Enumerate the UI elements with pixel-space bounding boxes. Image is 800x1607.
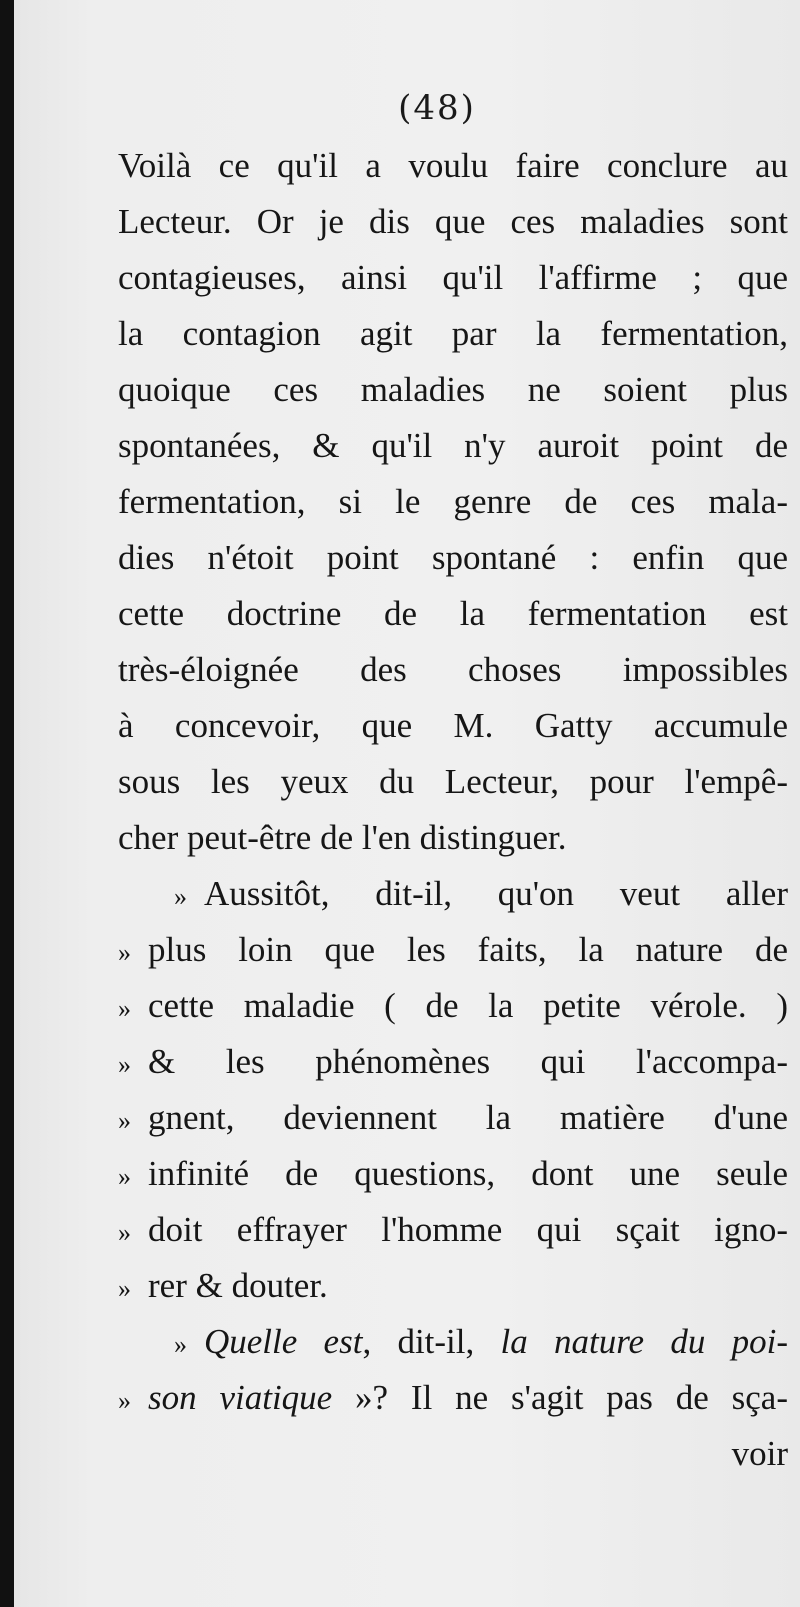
text-line: spontanées, & qu'il n'y auroit point de xyxy=(118,426,788,465)
quote-text: gnent, deviennent la matière d'une xyxy=(148,1098,788,1137)
quote-text: Aussitôt, dit-il, qu'on veut aller xyxy=(204,874,788,913)
quote-mark: » xyxy=(118,1218,131,1247)
text-line: très-éloignée des choses impossibles xyxy=(118,650,788,689)
quote-line xyxy=(118,1034,788,1090)
italic-text: Quelle est xyxy=(204,1322,363,1361)
page-number: (48) xyxy=(398,88,476,128)
italic-text: son viatique xyxy=(148,1378,333,1417)
quote-mark: » xyxy=(118,1274,131,1303)
quote-text: cette maladie ( de la petite vérole. ) xyxy=(148,986,788,1025)
text-line: quoique ces maladies ne soient plus xyxy=(118,370,788,409)
text-line: fermentation, si le genre de ces mala- xyxy=(118,482,788,521)
quote-line xyxy=(118,922,788,978)
quote-line xyxy=(118,1258,788,1314)
text-line: à concevoir, que M. Gatty accumule xyxy=(118,706,788,745)
text-line: dies n'étoit point spontané : enfin que xyxy=(118,538,788,577)
text-line: Lecteur. Or je dis que ces maladies sont xyxy=(118,202,788,241)
text-line: cette doctrine de la fermentation est xyxy=(118,594,788,633)
text-line: Voilà ce qu'il a voulu faire conclure au xyxy=(118,146,788,185)
quote-mark: » xyxy=(118,1106,131,1135)
quote-text: rer & douter. xyxy=(148,1266,328,1305)
book-page xyxy=(14,0,800,1607)
quote-text: & les phénomènes qui l'accompa- xyxy=(148,1042,788,1081)
quote-line xyxy=(118,866,788,922)
quote-line xyxy=(118,1090,788,1146)
quote-line xyxy=(118,1370,788,1426)
text-line: la contagion agit par la fermentation, xyxy=(118,314,788,353)
quote-mark: » xyxy=(118,1050,131,1079)
quote-text: plus loin que les faits, la nature de xyxy=(148,930,788,969)
quote-line xyxy=(118,1146,788,1202)
text-line: cher peut-être de l'en distinguer. xyxy=(118,818,567,857)
text-line: contagieuses, ainsi qu'il l'affirme ; que xyxy=(118,258,788,297)
catchword: voir xyxy=(731,1434,788,1473)
quote-mark: » xyxy=(174,882,187,911)
quote-mark: » xyxy=(118,938,131,967)
text-body xyxy=(118,138,788,1482)
quote-mark: » xyxy=(118,1386,131,1415)
quote-mark: » xyxy=(118,994,131,1023)
quote-text: infinité de questions, dont une seule xyxy=(148,1154,788,1193)
quote-mark: » xyxy=(118,1162,131,1191)
text-line: sous les yeux du Lecteur, pour l'empê- xyxy=(118,762,788,801)
quote-mark: » xyxy=(174,1330,187,1359)
quote-line xyxy=(118,1314,788,1370)
italic-text: la nature du poi- xyxy=(500,1322,788,1361)
quote-text: doit effrayer l'homme qui sçait igno- xyxy=(148,1210,788,1249)
quote-line xyxy=(118,978,788,1034)
text-fragment: »? Il ne s'agit pas de sça- xyxy=(332,1378,788,1417)
quote-line xyxy=(118,1202,788,1258)
text-fragment: , dit-il, xyxy=(362,1322,501,1361)
